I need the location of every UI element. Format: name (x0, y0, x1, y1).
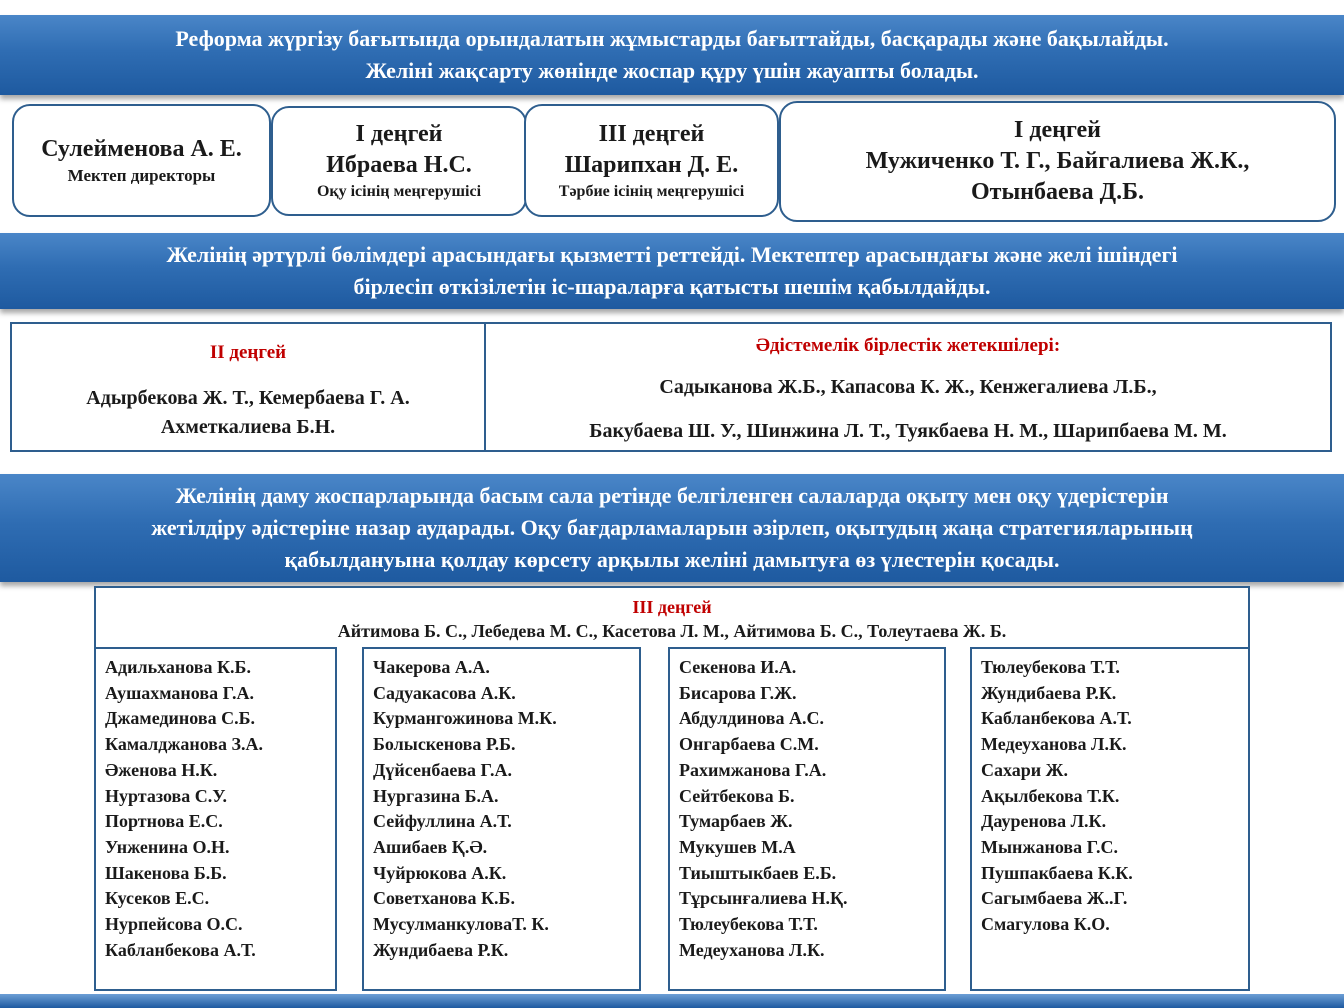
level3-names: Айтимова Б. С., Лебедева М. С., Касетова Л. М., Айтимова Б. С., Толеутаева Ж. Б. (337, 621, 1007, 641)
list-item: Тиыштыкбаев Е.Б. (679, 862, 837, 883)
list-item: Нурпейсова О.С. (105, 914, 243, 935)
names-column-3 (668, 647, 946, 991)
level2-names-line1: Адырбекова Ж. Т., Кемербаева Г. А. (86, 387, 410, 409)
edu-head-role: Оқу ісінің меңгерушісі (316, 183, 482, 200)
list-item: Садуакасова А.К. (373, 682, 516, 703)
list-item: Нуртазова С.У. (105, 785, 228, 806)
list-item: Абдулдинова А.С. (679, 708, 825, 729)
lower-banner-line2: жетілдіру әдістеріне назар аударады. Оқу бағдарламаларын әзірлеп, оқытудың жаңа стратегияларының (151, 515, 1193, 540)
bottom-bar (0, 994, 1344, 1008)
top-banner-line1: Реформа жүргізу бағытында орындалатын жұмыстарды бағыттайды, басқарады және бақылайды. (175, 26, 1169, 51)
list-item: Дауренова Л.К. (981, 811, 1107, 832)
list-item: Чуйрюкова А.К. (373, 862, 507, 883)
list-item: Сейфуллина А.Т. (373, 811, 512, 832)
top-banner (0, 15, 1344, 95)
methodical-line2: Бакубаева Ш. У., Шинжина Л. Т., Туякбаева Н. М., Шарипбаева М. М. (589, 420, 1227, 442)
list-item: Дүйсенбаева Г.А. (373, 759, 512, 780)
list-item: Смагулова К.О. (981, 914, 1110, 935)
list-item: Онгарбаева С.М. (679, 734, 819, 755)
names-column-1 (94, 647, 337, 991)
list-item: Жундибаева Р.К. (373, 939, 509, 960)
list-item: Рахимжанова Г.А. (679, 759, 827, 780)
director-role: Мектеп директоры (67, 166, 216, 185)
edu-head-box (271, 106, 527, 216)
list-item: Медеуханова Л.К. (981, 734, 1127, 755)
methodical-title: Әдістемелік бірлестік жетекшілері: (755, 335, 1061, 356)
names-column-2 (362, 647, 641, 991)
list-item: Тумарбаев Ж. (679, 811, 793, 832)
list-item: Аушахманова Г.А. (105, 682, 255, 703)
list-item: Әженова Н.К. (105, 759, 218, 780)
level2-title: ІІ деңгей (209, 342, 287, 363)
methodical-line1: Садыканова Ж.Б., Капасова К. Ж., Кенжегалиева Л.Б., (659, 376, 1157, 398)
list-item: Кабланбекова А.Т. (981, 708, 1132, 729)
list-item: Сахари Ж. (981, 759, 1068, 780)
director-box (12, 104, 271, 217)
methodical-cell (486, 324, 1330, 450)
upbringing-head-box (524, 104, 779, 217)
list-item: МусулманкуловаТ. К. (373, 914, 549, 935)
list-item: Портнова Е.С. (105, 811, 223, 832)
list-item: Адильханова К.Б. (105, 657, 251, 677)
names-column-4 (970, 647, 1250, 991)
list-item: Шакенова Б.Б. (105, 862, 227, 883)
list-item: Медеуханова Л.К. (679, 939, 825, 960)
list-item: Жундибаева Р.К. (981, 682, 1117, 703)
level1-group-level: І деңгей (1013, 117, 1102, 143)
list-item: Советханова К.Б. (373, 888, 515, 909)
edu-head-level: І деңгей (355, 121, 443, 147)
upbringing-head-level: ІІІ деңгей (598, 120, 705, 147)
list-item: Курмангожинова М.К. (373, 708, 557, 729)
list-item: Тюлеубекова Т.Т. (679, 914, 818, 935)
list-item: Болыскенова Р.Б. (373, 734, 516, 755)
lower-banner-line1: Желінің даму жоспарларында басым сала ретінде белгіленген салаларда оқыту мен оқу үдерістерін (175, 483, 1169, 508)
director-name: Сулейменова А. Е. (41, 136, 242, 162)
middle-banner (0, 233, 1344, 309)
list-item: Джамединова С.Б. (105, 708, 255, 729)
list-item: Мукушев М.А (679, 836, 796, 857)
list-item: Пушпакбаева К.К. (981, 862, 1133, 883)
upbringing-head-name: Шарипхан Д. Е. (564, 151, 739, 178)
list-item: Кабланбекова А.Т. (105, 939, 256, 960)
list-item: Ақылбекова Т.К. (981, 785, 1120, 806)
list-item: Тюлеубекова Т.Т. (981, 657, 1120, 677)
level2-table (10, 322, 1332, 452)
middle-banner-line2: бірлесіп өткізілетін іс-шараларға қатысты шешім қабылдайды. (353, 274, 991, 299)
list-item: Сейтбекова Б. (679, 785, 795, 806)
middle-banner-line1: Желінің әртүрлі бөлімдері арасындағы қызметті реттейді. Мектептер арасындағы және желі ішіндегі (166, 242, 1178, 267)
edu-head-name: Ибраева Н.С. (326, 152, 472, 178)
level1-group-line2: Отынбаева Д.Б. (970, 179, 1144, 205)
level2-names-line2: Ахметкалиева Б.Н. (160, 416, 336, 438)
list-item: Секенова И.А. (679, 657, 797, 677)
lower-banner (0, 474, 1344, 582)
top-banner-line2: Желіні жақсарту жөнінде жоспар құру үшін жауапты болады. (365, 58, 979, 83)
list-item: Нургазина Б.А. (373, 785, 499, 806)
level3-title: ІІІ деңгей (632, 597, 712, 617)
list-item: Тұрсынғалиева Н.Қ. (679, 888, 848, 909)
upbringing-head-role: Тәрбие ісінің меңгерушісі (558, 182, 745, 200)
list-item: Чакерова А.А. (373, 657, 490, 677)
level1-group-line1: Мужиченко Т. Г., Байгалиева Ж.К., (865, 148, 1250, 174)
list-item: Ашибаев Қ.Ә. (373, 836, 488, 857)
list-item: Мынжанова Г.С. (981, 836, 1119, 857)
list-item: Кусеков Е.С. (105, 888, 210, 909)
level1-group-box (779, 101, 1336, 222)
list-item: Сагымбаева Ж..Г. (981, 888, 1128, 909)
list-item: Бисарова Г.Ж. (679, 682, 797, 703)
level2-cell (12, 324, 486, 450)
level3-header (94, 586, 1250, 648)
list-item: Унженина О.Н. (105, 836, 230, 857)
list-item: Камалджанова З.А. (105, 734, 264, 755)
lower-banner-line3: қабылдануына қолдау көрсету арқылы желіні дамытуға өз үлестерін қосады. (284, 547, 1060, 572)
